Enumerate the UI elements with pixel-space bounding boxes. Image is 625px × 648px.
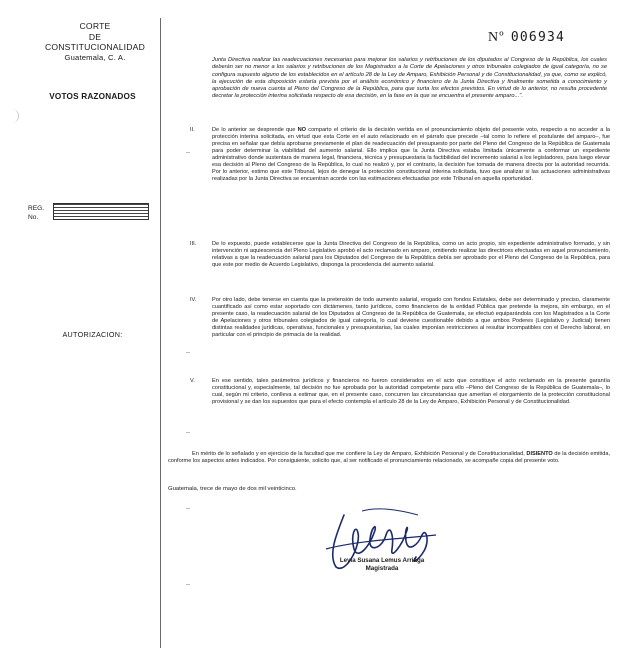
votos-razonados-heading: VOTOS RAZONADOS bbox=[49, 92, 136, 101]
autorizacion-label: AUTORIZACION: bbox=[62, 330, 123, 339]
number-symbol: Nº bbox=[488, 30, 505, 45]
margin-tick bbox=[186, 352, 190, 353]
point-text: De lo expuesto, puede establecerse que la Junta Directiva del Congreso de la República, como un acto propio, sin expediente administrativo formado, y sin intervención ni aquiescencia del Pleno Legislativo aprobó el acto reclamado en amparo, omitiendo realizar las directrices efectuadas en aquel pronunciamiento, relativas a que la readecuación salarial para los Diputados del Congreso de la República debía ser aprobado por el Pleno del Congreso de la República, para que este por medio de Acuerdo Legislativo, disponga la procedencia del aumento salarial. bbox=[212, 241, 610, 269]
court-location: Guatemala, C. A. bbox=[64, 52, 126, 62]
signatory-name: Leyla Susana Lemus Arriaga bbox=[339, 557, 425, 564]
quoted-italic-paragraph: Junta Directiva realizar las readecuaciones necesarias para mejorar los salarios y retribuciones de los diputados al Congreso de la República, los cuales deberán ser no menor a los salarios y retribuciones de los Magistrados a la Corte de Apelaciones y otros tribunales colegiados de igual categoría, no se configura supuesto alguno de los establecidos en el artículo 28 de la Ley de Amparo, Exhibición Personal y de Constitucionalidad, ya que, como se explicó, la ejecución de esta disposición estaría prevista por el análisis económico y financiero de la Junta Directiva y finalmente sometida a conocimiento y aprobación de nueva cuenta al Pleno del Congreso de la República, para que surta los efectos previstos. En virtud de lo anterior, no resulta procedente decretar la protección interina solicitada respecto de esa decisión, en la fase en la que se encuentra el presente amparo...". bbox=[212, 57, 607, 100]
punch-hole-mark bbox=[6, 109, 19, 123]
reg-no-label: No. bbox=[28, 214, 39, 221]
registration-box bbox=[53, 203, 149, 220]
registration-labels bbox=[28, 204, 44, 222]
conclusion-paragraph: En mérito de lo señalado y en ejercicio de la facultad que me confiere la Ley de Amparo, Exhibición Personal y de Constitucionalidad, DISIENTO de la decisión emitida, conforme los aspectos antes indicados. Por consiguiente, solicito que, al ser notificado el pronunciamiento relacionado, se acompañe copia del presente voto. bbox=[168, 451, 611, 465]
court-line-3: CONSTITUCIONALIDAD bbox=[44, 42, 146, 52]
number-value: 006934 bbox=[510, 30, 566, 45]
signatory-title: Magistrada bbox=[365, 564, 399, 572]
document-number bbox=[488, 30, 565, 46]
reg-label: REG. bbox=[28, 205, 45, 212]
point-number: III. bbox=[190, 241, 197, 247]
court-line-2: DE bbox=[88, 31, 102, 42]
margin-tick bbox=[186, 584, 190, 585]
point-number: II. bbox=[190, 127, 195, 133]
left-margin-column bbox=[0, 0, 162, 648]
court-line-1: CORTE bbox=[79, 21, 111, 31]
signatory-block bbox=[312, 557, 452, 572]
margin-tick bbox=[186, 432, 190, 433]
margin-tick bbox=[186, 508, 190, 509]
bold-disiento: DISIENTO bbox=[526, 451, 553, 457]
point-text: En ese sentido, tales parámetros jurídicos y financieros no fueron considerados en el acto que constituye el acto reclamado en la presente garantía constitucional y, especialmente, tal decisión no fue aprobada por la autoridad competente para ello –Pleno del Congreso de la República de Guatemala–, lo cual, según mi criterio, conlleva a estimar que, en el presente caso, concurren las circunstancias que ameritan el otorgamiento de la protección constitucional provisional y se dan los supuestos que para el efecto contempla el artículo 28 de la Ley de Amparo, Exhibición Personal y de Constitucionalidad. bbox=[212, 378, 610, 406]
point-number: IV. bbox=[190, 297, 197, 303]
margin-divider-line bbox=[160, 18, 161, 648]
margin-tick bbox=[186, 152, 190, 153]
date-line: Guatemala, trece de mayo de dos mil veinticinco. bbox=[168, 486, 297, 492]
point-text: Por otro lado, debe tenerse en cuenta que la pretensión de todo aumento salarial, erogado con fondos Estatales, debe ser determinado y preciso, claramente cuantificado así como estar soportado con dictámenes, tanto jurídicos, como financieros de la entidad Pública que pretende la mejora, sin embargo, en el presente caso, la readecuación salarial de los Diputados al Congreso de la República de Guatemala, se efectuó equiparándola con los Magistrados a la Corte de Apelaciones y otros tribunales colegiados de igual categoría, lo cual deviene cuestionable debido a que ambos Poderes (Legislativo y Judicial) tienen distintas realidades jurídicas, operativas, funcionales y presupuestarias, las cuales imponían restricciones al resultar incompatibles con el Derecho laboral, en particular con el principio de primacía de la realidad. bbox=[212, 297, 610, 339]
bold-no: NO bbox=[297, 127, 307, 133]
court-header bbox=[40, 21, 150, 63]
point-text: De lo anterior se desprende que NO comparto el criterio de la decisión vertida en el pronunciamiento objeto del presente voto, respecto a no acceder a la protección interina solicitada, en virtud que esta Corte en el auto relacionado en el párrafo que precede –tal como lo refiere el postulante del amparo–, fue precisa en señalar que debía aprobarse previamente el plan de readecuación del presupuesto por parte del Pleno del Congreso de la República de Guatemala para poder determinar la viabilidad del aumento salarial. Ello implica que la Junta Directiva estaba limitada únicamente a conformar un expediente administrativo donde sustentara de manera legal, financiera, técnica y presupuestaria la factibilidad del incremento salarial a los legisladores, para luego elevar esa decisión al Pleno del Congreso de la República, lo cual no realizó y, por el contrario, la decisión fue tomada de manera directa por la autoridad recurrida. Por lo anterior, estimo que este Tribunal, lejos de denegar la protección constitucional interina solicitada, tuvo que analizar si las actuaciones administrativas realizadas por la Junta Directiva se encuentran acorde con las estimaciones efectuadas por este Tribunal en aquella oportunidad. bbox=[212, 127, 610, 183]
point-number: V. bbox=[190, 378, 195, 384]
